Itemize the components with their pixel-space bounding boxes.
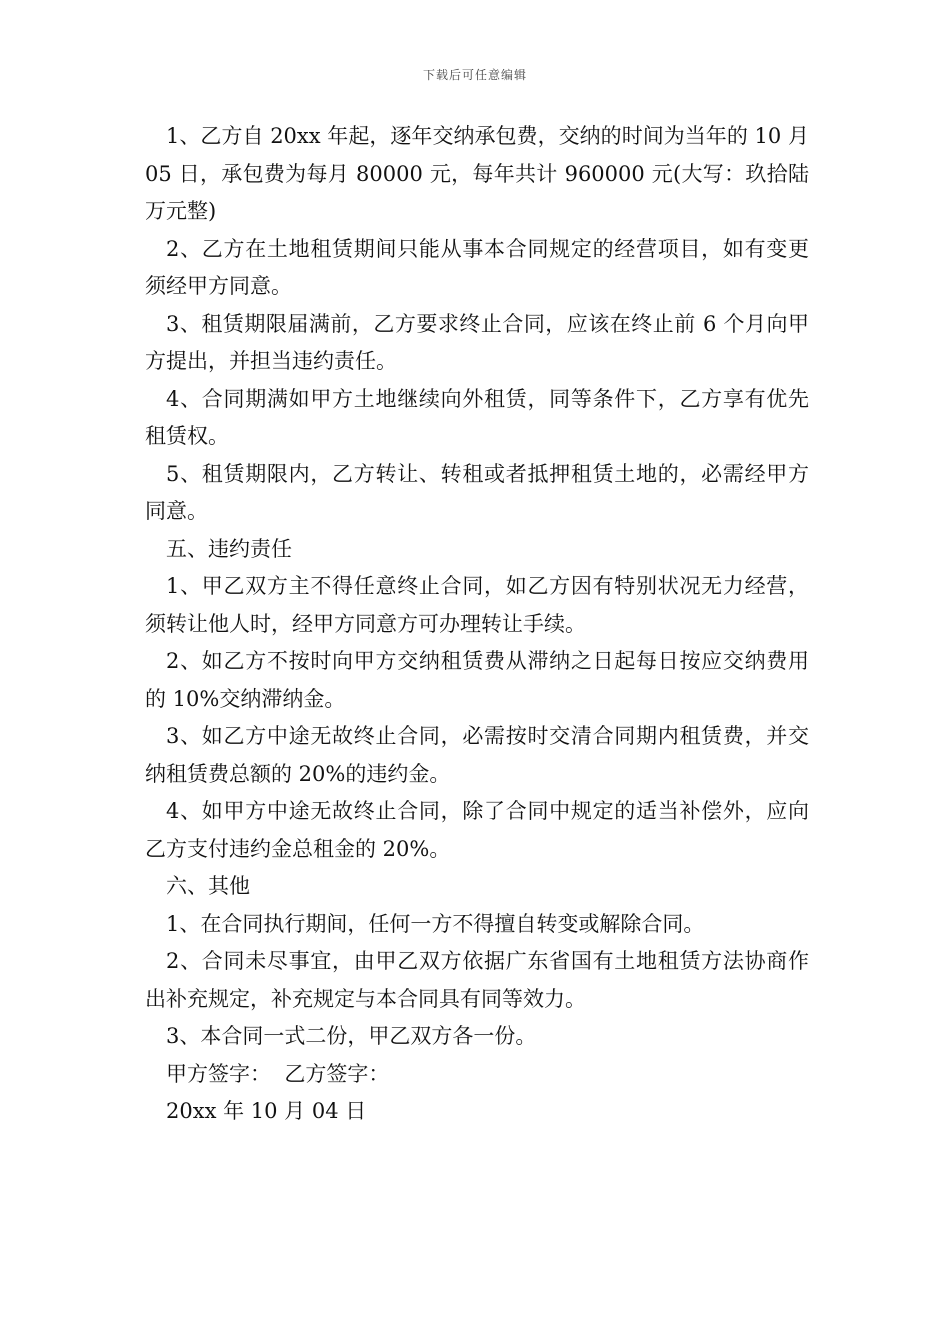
signing-date: 20xx 年 10 月 04 日 (166, 1099, 367, 1123)
clause-4-4: 4、合同期满如甲方土地继续向外租赁，同等条件下，乙方享有优先租赁权。 (145, 386, 809, 448)
clause-4-1: 1、乙方自 20xx 年起，逐年交纳承包费，交纳的时间为当年的 10 月 05 日，承包费为每月 80000 元，每年共计 960000 元(大写：玖拾陆万元整) (145, 124, 809, 223)
clause-6-1: 1、在合同执行期间，任何一方不得擅自转变或解除合同。 (166, 911, 705, 936)
clause-5-1: 1、甲乙双方主不得任意终止合同，如乙方因有特别状况无力经营，须转让他人时，经甲方同意方可办理转让手续。 (145, 574, 809, 636)
section-6-title: 六、其他 (166, 874, 250, 898)
clause-6-3: 3、本合同一式二份，甲乙双方各一份。 (166, 1024, 537, 1048)
page-header: 下载后可任意编辑 (422, 68, 527, 82)
clause-5-2: 2、如乙方不按时向甲方交纳租赁费从滞纳之日起每日按应交纳费用的 10%交纳滞纳金。 (145, 649, 809, 711)
clause-4-5: 5、租赁期限内，乙方转让、转租或者抵押租赁土地的，必需经甲方同意。 (145, 461, 809, 523)
clause-6-2: 2、合同未尽事宜，由甲乙双方依据广东省国有土地租赁方法协商作出补充规定，补充规定与本合同具有同等效力。 (145, 949, 809, 1011)
clause-4-3: 3、租赁期限届满前，乙方要求终止合同，应该在终止前 6 个月向甲方提出，并担当违约责任。 (145, 311, 809, 373)
clause-5-4: 4、如甲方中途无故终止合同，除了合同中规定的适当补偿外，应向乙方支付违约金总租金的 20%。 (145, 799, 809, 861)
signature-line: 甲方签字： 乙方签字： (166, 1061, 390, 1086)
clause-5-3: 3、如乙方中途无故终止合同，必需按时交清合同期内租赁费，并交纳租赁费总额的 20%的违约金。 (145, 724, 809, 786)
section-5-title: 五、违约责任 (166, 536, 292, 561)
document-body (145, 118, 809, 1131)
clause-4-2: 2、乙方在土地租赁期间只能从事本合同规定的经营项目，如有变更须经甲方同意。 (145, 236, 809, 298)
